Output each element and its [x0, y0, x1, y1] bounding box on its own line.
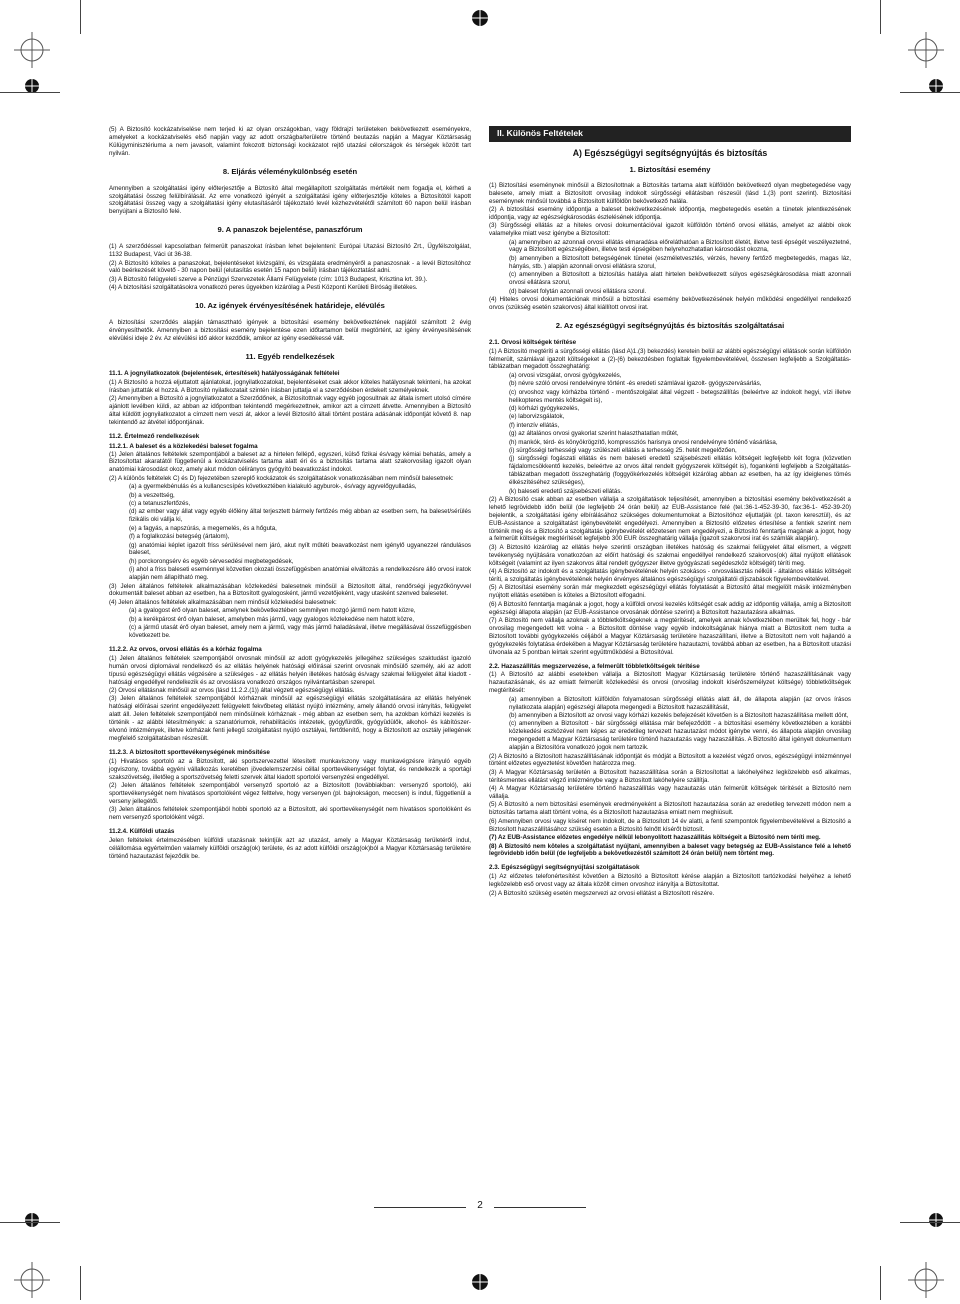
section-2-3-paragraph-1: (1) Az előzetes telefonértesítést követően a Biztosító a Biztosított kérése alapján a Biztosított tartózkodási helyéhez a lehető legközelebb eső orvost vagy az általa közölt címen orvoshoz irányítja a Biztosítottat. [489, 873, 851, 889]
list-item: (a) a gyalogost érő olyan baleset, amelynek bekövetkeztében semmilyen mozgó jármű nem hatott közre, [129, 607, 416, 615]
list-item: (b) névre szóló orvosi rendelvényre történt -és eredeti számlával igazolt- gyógyszervásárlás, [509, 380, 762, 388]
section-11-2-3-paragraph-3: (3) Jelen általános feltételek szempontjából hobbi sportoló az a Biztosított, aki sporttevékenységét nem hivatásos sportolóként és nem versenyző sportolóként végzi. [109, 806, 471, 822]
list-item: (f) a foglalkozási betegség (ártalom), [129, 533, 230, 541]
section-2-2-paragraph-6: (6) Amennyiben orvosi vagy kíséret nem indokolt, de a Biztosított 14 év alatti, a fenti szempontok figyelembevételével a Biztosító a Biztosított hazaszállításához szükség esetén a Biztosító felnőtt kísérőt biztosít. [489, 817, 851, 833]
registration-mark-top-right [908, 32, 944, 68]
section-2-title: 2. Az egészségügyi segítségnyújtás és biztosítás szolgáltatásai [555, 320, 785, 330]
section-11-2-2-title: 11.2.2. Az orvos, orvosi ellátás és a kórház fogalma [109, 645, 262, 653]
crop-mark [0, 92, 60, 93]
section-11-2-1-paragraph-1: (1) Jelen általános feltételek szempontjából a baleset az a hirtelen fellépő, egyszeri, külső fizikai és/vagy kémiai behatás, amely a Biztosítottat akaratától függetlenül a kockázatviselés tartama alatt éri és a biztosítás tartama alatt szakorvosilag igazolt olyan anatómiai károsodást okoz, amely akut módon célirányos gyógyító beavatkozást indokol. [109, 450, 471, 474]
section-11-1-paragraph-1: (1) A Biztosító a hozzá eljuttatott ajánlatokat, jognyilatkozatokat, bejelentéseket csak akkor köteles hatályosnak tekinteni, ha azokat írásban juttatták el hozzá. A Biztosító nyilatkozatait szintén írásban juttatja el a szerződésben érdekelt személyeknek. [109, 378, 471, 394]
list-item: (d) baleset folytán azonnali orvosi ellátásra szorul. [509, 287, 647, 295]
section-2-1-paragraph-1: (1) A Biztosító megtéríti a sürgősségi ellátás (lásd A)1.(3) bekezdés) keretein belül az alábbi egészségügyi ellátások során külföldön felmerült, számlával igazolt költségeket a (2)-(6) bekezdésben foglaltak figyelembevételével, összesen legfeljebb a Szolgáltatás-táblázatban megadott összeghatárig: [489, 347, 851, 371]
section-2-2-paragraph-1: (1) A Biztosító az alábbi esetekben vállalja a Biztosított Magyar Köztársaság területére történő hazaszállításának vagy hazautazásának, és az emiatt felmerült közlekedési és orvosi (orvosilag indokolt kísérőszemélyzet költsége) többletköltségek megtérítését: [489, 671, 851, 695]
list-item: (c) amennyiben a Biztosított a biztosítás hatálya alatt hirtelen bekövetkezett súlyos egészségkárosodása miatt azonnali orvosi ellátásra szorul, [509, 271, 851, 287]
list-item: (d) az ember vagy állat vagy egyéb élőlény által terjesztett bármely fertőzés még abban az esetben sem, ha baleset/sérülés fizikális oki vállja ki, [129, 508, 471, 524]
section-9-paragraph-1: (1) A szerződéssel kapcsolatban felmerült panaszokat írásban lehet bejelenteni: Európai Utazási Biztosító Zrt., Ügyfélszolgálat, 1132 Budapest, Váci út 36-38. [109, 243, 471, 259]
list-item: (c) orvoshoz vagy kórházba történő - mentőszolgálat által végzett - betegszállítás (beleértve az indokolt hegyi, vízi illetve helikopteres mentés költségeit is), [509, 388, 851, 404]
section-9-paragraph-2: (2) A Biztosító köteles a panaszokat, bejelentéseket kivizsgálni, és vizsgálata eredményéről a panaszosnak - a levél Biztosítóhoz való beérkezését követő - 30 napon belül (elutasítás esetén 15 napon belül) írásban tájékoztatást adni. [109, 259, 471, 275]
section-2-2-paragraph-7: (7) Az EUB-Assistance előzetes engedélye nélkül lebonyolított hazaszállítás költségeit a Biztosító nem téríti meg. [489, 834, 821, 842]
footer-rule-right [494, 1207, 586, 1208]
section-2-3-title: 2.3. Egészségügyi segítségnyújtási szolgáltatások [489, 864, 640, 872]
section-11-1-paragraph-2: (2) Amennyiben a Biztosító a jognyilatkozatot a Szerződőnek, a Biztosítottnak vagy egyéb jogosultnak az általa ismert utolsó címére ajánlott levélben küldi, az abban az időpontban tekintendő megérkezettnek, amikor azt a címzett átvette. Amennyiben a Biztosító által küldött jognyilatkozatot a címzett nem veszi át, akkor a levél Biztosító általi történt postára adásának időpontját követő 8. nap tekintendő az átvétel időpontjának. [109, 395, 471, 426]
list-item: (i) ahol a friss baleseti eseménnyel közvetlen okozati összefüggésben anatómiai elváltozás a rendelkezésre álló orvosi iratok alapján nem állapítható meg. [129, 566, 471, 582]
list-item: (h) porckorongsérv és egyéb sérvesedési megbetegedések, [129, 557, 294, 565]
section-2-1-paragraph-6: (6) A Biztosító fenntartja magának a jogot, hogy a külföldi orvosi kezelés költségét csak addig az időpontig vállalja, amíg a Biztosított egészségi állapota alapján (az EUB-Assistance orvosának döntése szerint) a Biztosított hazautazásra alkalmas. [489, 600, 851, 616]
section-8-title: 8. Eljárás véleménykülönbség esetén [222, 166, 358, 176]
section-2-2-paragraph-3: (3) A Magyar Köztársaság területén a Biztosított hazaszállítása során a Biztosítottat a lakóhelyéhez legközelebb eső alkalmas, térítésmentes ellátást végző intézménybe vagy a Biztosított lakóhelyére szállítja. [489, 768, 851, 784]
crop-mark [80, 1266, 81, 1300]
registration-mark-top-left [14, 32, 50, 68]
list-item: (a) amennyiben a Biztosított külföldön folyamatosan sürgősségi ellátás alatt áll, de állapota alapján (az orvos írásos nyilatkozata alapján) egészségi állapota megengedi a Biztosított hazaszállítását, [509, 695, 851, 711]
section-8-paragraph: Amennyiben a szolgáltatási igény előterjesztője a Biztosító által megállapított szolgáltatás mértékét nem fogadja el, kérheti a szolgáltatási összeg felülbírálását. Az erre vonatkozó igényét a szolgáltatási igény előterjesztője köteles a Biztosítótól kapott szolgáltatási összeg vagy a szolgáltatási igény elutasításáról tájékoztató levél kézhezvételétől számított 60 napon belül írásban benyújtani a Biztosító felé. [109, 184, 471, 216]
list-item: (g) anatómiai képlet igazolt friss sérülésével nem járó, akut nyílt műtéti beavatkozást nem igénylő ugyanezzel rándulásos baleset, [129, 541, 471, 557]
section-1-paragraph-4: (4) Hiteles orvosi dokumentációnak minősül a biztosítási esemény bekövetkezésének helyén működési engedéllyel rendelkező orvos (szükség esetén szakorvos) által kiállított orvosi irat. [489, 295, 851, 311]
list-item: (a) amennyiben az azonnali orvosi ellátás elmaradása előreláthatóan a Biztosított életét, illetve testi épségét veszélyeztetné, vagy a Biztosított egészségében, illetve testi épségében helyrehozhatatlan károsodást okozna, [509, 238, 851, 254]
section-11-2-4-paragraph: Jelen feltételek értelmezésében külföldi utazásnak tekintjük azt az utazást, amely a Magyar Köztársaság területéről indul, célállomása egyértelműen valamely külföldi ország(ok) területe, és az adott külföldi ország(ok)ból a Magyar Köztársaság területére történő hazautazást fejeződik be. [109, 836, 471, 860]
section-2-2-paragraph-5: (5) A Biztosító a nem biztosítási események eredményeként a Biztosított hazautazása során az eredetileg tervezett módon nem a biztosítás tartama alatt történt volna, és a Biztosított hazautazása emiatt nem meghiúsult. [489, 801, 851, 817]
list-item: (k) baleseti eredetű szájsebészeti ellátás. [509, 487, 623, 495]
registration-mark-bottom-left [14, 1262, 50, 1298]
section-11-2-3-paragraph-1: (1) Hivatásos sportoló az a Biztosított, aki sportszervezettel létesített munkaviszony vagy munkavégzésre irányuló egyéb jogviszony, továbbá egyéni vállalkozás keretében jövedelemszerzési céllal sporttevékenységet folytat, és rendelkezik a sportági szakszövetség, illetőleg a sportszövetség feletti szervek által kiadott sportolói versenyzési engedéllyel. [109, 757, 471, 781]
section-2-2-title: 2.2. Hazaszállítás megszervezése, a felmerült többletköltségek térítése [489, 662, 700, 670]
section-10-title: 10. Az igények érvényesítésének határideje, elévülés [195, 301, 385, 311]
list-item: (a) orvosi vizsgálat, orvosi gyógykezelés, [509, 371, 622, 379]
section-11-2-2-paragraph-2: (2) Orvosi ellátásnak minősül az orvos (lásd 11.2.2.(1)) által végzett egészségügyi ellátás. [109, 686, 355, 694]
section-11-2-3-paragraph-2: (2) Jelen általános feltételek szempontjából versenyző sportoló az a Biztosított (továbbiakban: versenyző sportoló), aki sporttevékenységét nem hivatásos sportolóként végez felttelve, hogy versenyen (pl. bajnokságon, meccsen) is indul, függetlenül a verseny jellegétől. [109, 781, 471, 805]
section-11-1-title: 11.1. A jognyilatkozatok (bejelentések, értesítések) hatályosságának feltételei [109, 369, 340, 377]
registration-mark-bottom-right [908, 1262, 944, 1298]
section-2-1-paragraph-3: (3) A Biztosító kizárólag az ellátás helye szerinti országban illetékes hatóság és szakmai felügyelet által elismert, a végzett tevékenység nyújtására vonatkozóan az előírt hatósági és szakmai engedéllyel rendelkező szakorvos(ok) által nyújtott ellátások költségeit (valamint az ilyen szakorvos által rendelt gyógyszer illetve gyógyászati segédeszköz költségét) téríti meg. [489, 543, 851, 567]
crop-mark [80, 0, 81, 34]
special-conditions-banner: II. Különös Feltételek [489, 126, 851, 142]
section-2-1-paragraph-4: (4) A Biztosító az indokolt és a szolgáltatás igénybevételének helyén szokásos - orvosválasztás nélküli - általános ellátás költségeit téríti, a szolgáltatás igénybevételének helyén érvényes általános egészségügyi szolgáltatói díjszabások figyelembevételével. [489, 568, 851, 583]
section-9-title: 9. A panaszok bejelentése, panaszfórum [217, 225, 363, 235]
section-10-paragraph: A biztosítási szerződés alapján támasztható igények a biztosítási esemény bekövetkeztének napjától számított 2 évig érvényesíthetők. Amennyiben a biztosítási esemény bejelentése ezen időtartamon belül megtörtént, az igény érvényesítésének elévülési ideje 2 év. Az elévülési idő akkor kezdődik, amikor az igény esedékessé vált. [109, 319, 471, 342]
list-item: (e) laborvizsgálatok, [509, 413, 565, 421]
section-2-3-paragraph-2: (2) A Biztosító szükség esetén megszervezi az orvosi ellátást a Biztosított részére. [489, 889, 715, 897]
footer-rule-left [374, 1207, 466, 1208]
list-item: (f) intenzív ellátás, [509, 421, 560, 429]
section-11-2-2-paragraph-3: (3) Jelen általános feltételek szempontjából kórháznak minősül az egészségügyi ellátás szolgáltatására az ellátás helyének hatósági előírásai szerint engedélyezett felügyelett fekvőbeteg ellátást nyújtó intézmény, amely állandó orvosi irányítás, felügyelet alatt áll. Jelen feltételek szempontjából nem minősülnek kórháznak - még abban az esetben sem, ha azokban kórházi kezelés is történik - az alábbi létesítmények: a szanatóriumok, rehabilitációs intézetek, gyógyfürdők, gyógyüdülők, alkohol- és kábítószer-elvonó intézmények, illetve kórházak fenti jellegű szolgáltatást nyújtó osztályai, fertőtlenítő, hogy a Biztosított az osztály jellegének megfelelő szolgáltatásban részesült. [109, 695, 471, 742]
section-1-paragraph-1: (1) Biztosítási eseménynek minősül a Biztosítottnak a Biztosítás tartama alatt külföldön bekövetkező olyan megbetegedése vagy balesete, amely miatt a Biztosított orvosilag indokolt sürgősségi ellátásban részesül (lásd 1.(3) pont szerint). Biztosítási eseménynek minősül továbbá a Biztosított külföldön bekövetkező halála. [489, 181, 851, 205]
target-mark-bottom-center [466, 1268, 502, 1304]
list-item: (i) sürgősségi terhességi vagy szülészeti ellátás a terhesség 25. hetét megelőzően, [509, 447, 737, 454]
crop-mark [900, 1222, 960, 1223]
right-column [489, 126, 851, 898]
section-11-2-1-paragraph-3: (3) Jelen általános feltételek alkalmazásában közlekedési balesetnek minősül a Biztosított által, rendőrségi jegyzőkönyvvel dokumentált baleset abban az esetben, ha a Biztosított gyalogosként, jármű vezetőjeként, vagy utasként szenved balesetet. [109, 582, 471, 598]
section-11-2-1-paragraph-2: (2) A különös feltételek C) és D) fejezetében szereplő kockázatok és szolgáltatások vonatkozásában nem minősül balesetnek: [109, 474, 454, 482]
left-column [109, 126, 471, 861]
section-2-1-paragraph-7: (7) A Biztosító nem vállalja azoknak a többletköltségeknek a megtérítését, amelyek annak következtében merültek fel, hogy - bár orvosilag megengedett lett volna - a Biztosított döntése vagy egyéb indokoltságának hiánya miatt a Biztosított nem tudta a Biztosított további gyógykezelés céljából a Magyar Köztársaság területére hazaszállítani, illetve a Biztosított nem volt hajlandó a gyógykezelés folytatása érdekében a Magyar Köztársaság területére hazautazni, továbbá abban az esetben, ha a Biztosított utazási útvonala az 5 pontban leírtak szerint együttműködési a Biztosítóval. [489, 617, 851, 656]
list-item: (b) amennyiben a Biztosított az orvosi vagy kórházi kezelés befejezését követően is a Biztosított hazaszállítása mellett dönt, [509, 712, 849, 719]
list-item: (b) a kerékpárost érő olyan baleset, amelyben más jármű, vagy gyalogos közlekedése nem hatott közre, [129, 615, 415, 623]
section-11-2-title: 11.2. Értelmező rendelkezések [109, 432, 200, 440]
section-11-2-4-title: 11.2.4. Külföldi utazás [109, 827, 175, 835]
section-1-paragraph-3: (3) Sürgősségi ellátás az a hiteles orvosi dokumentációval igazolt külföldön történő orvosi ellátás, amelyet az alábbi okok valamelyike miatt vesz igénybe a Biztosított: [489, 222, 851, 238]
list-item: (g) az általános orvosi gyakorlat szerint halaszthatatlan műtét, [509, 430, 679, 438]
section-11-2-1-paragraph-4: (4) Jelen általános feltételek alkalmazásában nem minősül közlekedési balesetnek: [109, 598, 337, 606]
section-9-paragraph-3: (3) A Biztosító felügyeleti szerve a Pénzügyi Szervezetek Állami Felügyelete (cím: 1013 Budapest, Krisztina krt. 39.). [109, 275, 428, 283]
intro-paragraph: (5) A Biztosító kockázatviselése nem terjed ki az olyan országokban, vagy földrajzi területeken bekövetkezett eseményekre, amelyeket a kockázatviselés első napján vagy az adott országba/területre történő beutazás napján a Magyar Köztársaság Külügyminisztériuma a nem javasolt, valamint fokozott biztonsági kockázatot rejtő utazási célországok és térségek között tart nyilván. [109, 126, 471, 157]
list-item: (j) sürgősségi fogászati ellátás és nem baleseti eredetű szájsebészeti ellátás költségeit legfeljebb két fogra (közvetlen fájdalomcsökkentő kezelés, beleértve az orvos által rendelt gyógyszerek költségét is), fogankénti legfeljebb a Szolgáltatás-táblázatban megadott összeghatárig (foggyökérkezelés költségét kizárólag abban az esetben, ha az így ideiglenes tömés élkészítéséhez szükséges), [509, 455, 851, 487]
list-item: (b) a veszettség, [129, 491, 175, 499]
section-a-title: A) Egészségügyi segítségnyújtás és biztosítás [572, 147, 768, 158]
section-1-paragraph-2: (2) A biztosítási esemény időpontja a baleset bekövetkezésének időpontja, megbetegedés esetén a tünetek jelentkezésének időpontja, vagy az egészségkárosodás észlelésének időpontja. [489, 205, 851, 221]
section-9-paragraph-4: (4) A biztosítási szolgáltatásokra vonatkozó peres ügyekben kizárólag a Pesti Központi Kerületi Bíróság illetékes. [109, 284, 418, 292]
section-2-2-paragraph-4: (4) A Magyar Köztársaság területére történő hazaszállítás vagy hazautazás után felmerült költségek térítését a Biztosító nem vállalja. [489, 785, 851, 801]
target-mark-top-center [466, 4, 502, 40]
crop-mark [900, 92, 960, 93]
section-11-2-2-paragraph-1: (1) Jelen általános feltételek szempontjából orvosnak minősül az adott gyógykezelés jellegéhez szükséges szaktudást igazoló humán orvosi diplomával rendelkező és az ellátás helyének hatósági előírásai szerint orvosnak minősülő személy, aki az adott típusú egészségügyi ellátás végzésére a szükséges - az ellátás helyén illetékes hatóság és/vagy szakmai felügyelet által kiadott - hatósági engedéllyel rendelkezik és az orvoslásra vonatkozó országos nyilvántartásban szerepel. [109, 654, 471, 686]
list-item: (c) a jármű utasát érő olyan baleset, amely nem a jármű, vagy más jármű haladásával, illetve megállásával összefüggésben következett be. [129, 624, 471, 639]
page-number: 2 [477, 1200, 483, 1211]
crop-mark [0, 1222, 60, 1223]
section-2-2-paragraph-2: (2) A Biztosító a Biztosított hazaszállításának időpontját és módját a Biztosított a kezelést végző orvos, egészségügyi intézménnyel történt előzetes egyeztetést követően határozza meg. [489, 752, 851, 768]
section-2-1-title: 2.1. Orvosi költségek térítése [489, 338, 577, 346]
list-item: (d) kórházi gyógykezelés, [509, 404, 580, 412]
section-2-1-paragraph-5: (5) A Biztosítási esemény során már megkezdett egészségügyi ellátás folytatását a Biztosító által megjelölt másik intézményben nyújtott ellátás esetében is köteles a Biztosított elfogadni. [489, 584, 851, 600]
list-item: (h) mankók, térd- és könyökrögzítő, kompressziós harisnya orvosi rendelvényre történő vásárlása, [509, 438, 778, 446]
crop-mark [880, 0, 881, 34]
list-item: (a) a gyermekbénulás és a kullancscsípés következtében kialakuló agyburok-, és/vagy agyvelőgyulladás, [129, 483, 417, 491]
page-footer [0, 1198, 960, 1218]
crop-mark [880, 1266, 881, 1300]
section-11-title: 11. Egyéb rendelkezések [245, 351, 335, 361]
list-item: (b) amennyiben a Biztosított betegségének tünetei (eszméletvesztés, vérzés, heveny fertőző megbetegedés, magas láz, hányás, stb. ) alapján azonnali orvosi ellátásra szorul, [509, 254, 851, 270]
list-item: (c) amennyiben a Biztosított - bár sürgősségi ellátása már befejeződött - a biztosítási esemény következtében a korábbi közlekedési eszközével nem képes az eredetileg tervezett hazautazást módot igénybe venni, és állapota alapján orvosilag megengedett a Magyar Köztársaság területére történő hazautazás vagy hazaszállítás. A Biztosító által igényelt dokumentum alapján a Biztosítóra vonatkozó jogok nem tartozik. [509, 720, 851, 752]
list-item: (c) a tetanuszfertőzés, [129, 500, 191, 507]
section-11-2-1-title: 11.2.1. A baleset és a közlekedési baleset fogalma [109, 442, 258, 450]
section-1-title: 1. Biztosítási esemény [629, 164, 711, 174]
section-2-1-paragraph-2: (2) A Biztosító csak abban az esetben vállalja a szolgáltatások teljesítését, amennyiben a biztosítási esemény bekövetkezését a lehető legrövidebb időn belül (de legfeljebb 24 órán belül) az EUB-Assistance felé (tel.:36-1-452-39-30, fax:36-1- 452-39-20) bejelentik, a szolgáltatási igény elbírálásához szükséges dokumentumokat a Biztosítóhoz eljuttatják (pl. taxon keresztül), és az EUB-Assistance a szolgáltatást igénybevételét engedélyezi. Amennyiben a Biztosító előzetes értesítése a fentiek szerint nem történik meg és a Biztosító a szolgáltatás igénybevételét előzetesen nem engedélyezi, a Biztosító fenntartja magának a jogot, hogy a felmerült költségek megtérítését legfeljebb 300 EUR összeghatárig vállalja (igazolt szakorvosi irat és számlák alapján). [489, 495, 851, 543]
list-item: (e) a fagyás, a napszúrás, a megemelés, és a hőguta, [129, 524, 277, 532]
section-2-2-paragraph-8: (8) A Biztosító nem köteles a szolgáltatást nyújtani, amennyiben a baleset vagy betegség az EUB-Assistance felé a lehető legrövidebb időn belül (de legfeljebb a bekövetkezéstől számított 24 órán belül) nem történt meg. [489, 842, 851, 858]
section-11-2-3-title: 11.2.3. A biztosított sporttevékenységének minősítése [109, 748, 270, 756]
